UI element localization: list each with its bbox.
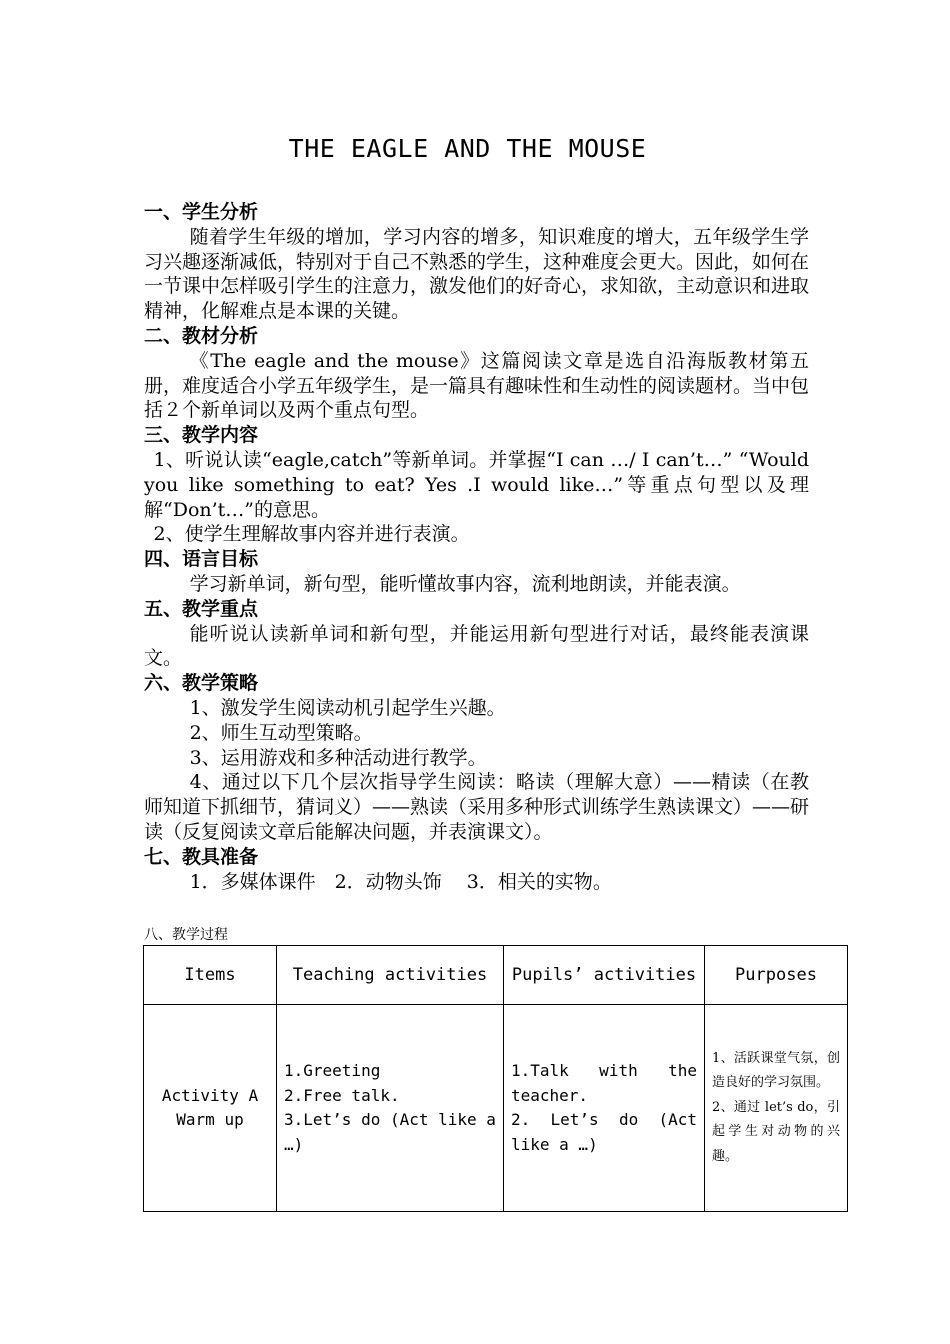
cell-teaching-activities — [277, 1005, 504, 1212]
item-line: Activity A — [161, 1086, 259, 1105]
teaching-step: 1.Greeting — [284, 1061, 381, 1080]
section-heading-teaching-content: 三、教学内容 — [144, 424, 259, 447]
purpose-item: 2、通过 let’s do，引起学生对动物的兴趣。 — [712, 1099, 840, 1164]
teaching-step: 3.Let’s do (Act like a …) — [284, 1110, 496, 1154]
cell-purposes — [705, 1005, 848, 1212]
section-heading-key-points: 五、教学重点 — [144, 597, 259, 620]
document-title: THE EAGLE AND THE MOUSE — [288, 134, 647, 163]
section-paragraph: 2、师生互动型策略。 — [189, 721, 373, 744]
section-paragraph: 3、运用游戏和多种活动进行教学。 — [189, 746, 487, 769]
teaching-step: 2.Free talk. — [284, 1085, 400, 1105]
section-paragraph: 能听说认读新单词和新句型，并能运用新句型进行对话，最终能表演课文。 — [144, 622, 809, 670]
header-purposes: Purposes — [705, 946, 848, 1005]
teaching-process-table — [143, 945, 848, 1212]
section-paragraph: 1、听说认读“eagle,catch”等新单词。并掌握“I can …/ I can’t…” “Would you like something to eat? Yes .I would like…”等重点句型以及理解“Don’t…”的意思。 — [144, 448, 809, 521]
section-paragraph: 2、使学生理解故事内容并进行表演。 — [153, 523, 470, 546]
header-pupils-activities: Pupils’ activities — [504, 946, 705, 1005]
item-line: Warm up — [176, 1110, 244, 1129]
section-heading-teaching-aids: 七、教具准备 — [144, 845, 259, 868]
section-paragraph: 学习新单词，新句型，能听懂故事内容，流利地朗读，并能表演。 — [189, 572, 741, 595]
process-caption: 八、教学过程 — [144, 927, 228, 943]
header-teaching-activities: Teaching activities — [277, 946, 504, 1005]
pupil-step: 1.Talk with the teacher. — [511, 1061, 697, 1105]
document-body — [144, 200, 809, 894]
section-paragraph: 1、激发学生阅读动机引起学生兴趣。 — [189, 696, 506, 719]
section-heading-teaching-strategy: 六、教学策略 — [144, 672, 259, 695]
section-paragraph: 随着学生年级的增加，学习内容的增多，知识难度的增大，五年级学生学习兴趣逐渐减低，特别对于自己不熟悉的学生，这种难度会更大。因此，如何在一节课中怎样吸引学生的注意力，激发他们的好奇心，求知欲，主动意识和进取精神，化解难点是本课的关键。 — [144, 225, 810, 323]
pupil-step: 2. Let’s do (Act like a …) — [511, 1110, 697, 1154]
table-row — [144, 1005, 848, 1212]
header-items: Items — [144, 946, 277, 1005]
cell-pupils-activities — [504, 1005, 705, 1212]
purpose-item: 1、活跃课堂气氛，创造良好的学习氛围。 — [712, 1050, 840, 1091]
section-paragraph: 1．多媒体课件 2．动物头饰 3．相关的实物。 — [189, 870, 612, 893]
section-heading-language-goals: 四、语言目标 — [144, 548, 259, 571]
section-heading-student-analysis: 一、学生分析 — [144, 201, 259, 223]
table-header-row — [144, 946, 848, 1005]
cell-item — [144, 1005, 277, 1212]
section-paragraph: 4、通过以下几个层次指导学生阅读：略读（理解大意）——精读（在教师知道下抓细节，猜词义）——熟读（采用多种形式训练学生熟读课文）——研读（反复阅读文章后能解决问题，并表演课文）。 — [144, 771, 810, 843]
section-paragraph: 《The eagle and the mouse》这篇阅读文章是选自沿海版教材第五册，难度适合小学五年级学生，是一篇具有趣味性和生动性的阅读题材。当中包括２个新单词以及两个重点句型。 — [144, 349, 810, 422]
section-heading-material-analysis: 二、教材分析 — [144, 324, 259, 347]
